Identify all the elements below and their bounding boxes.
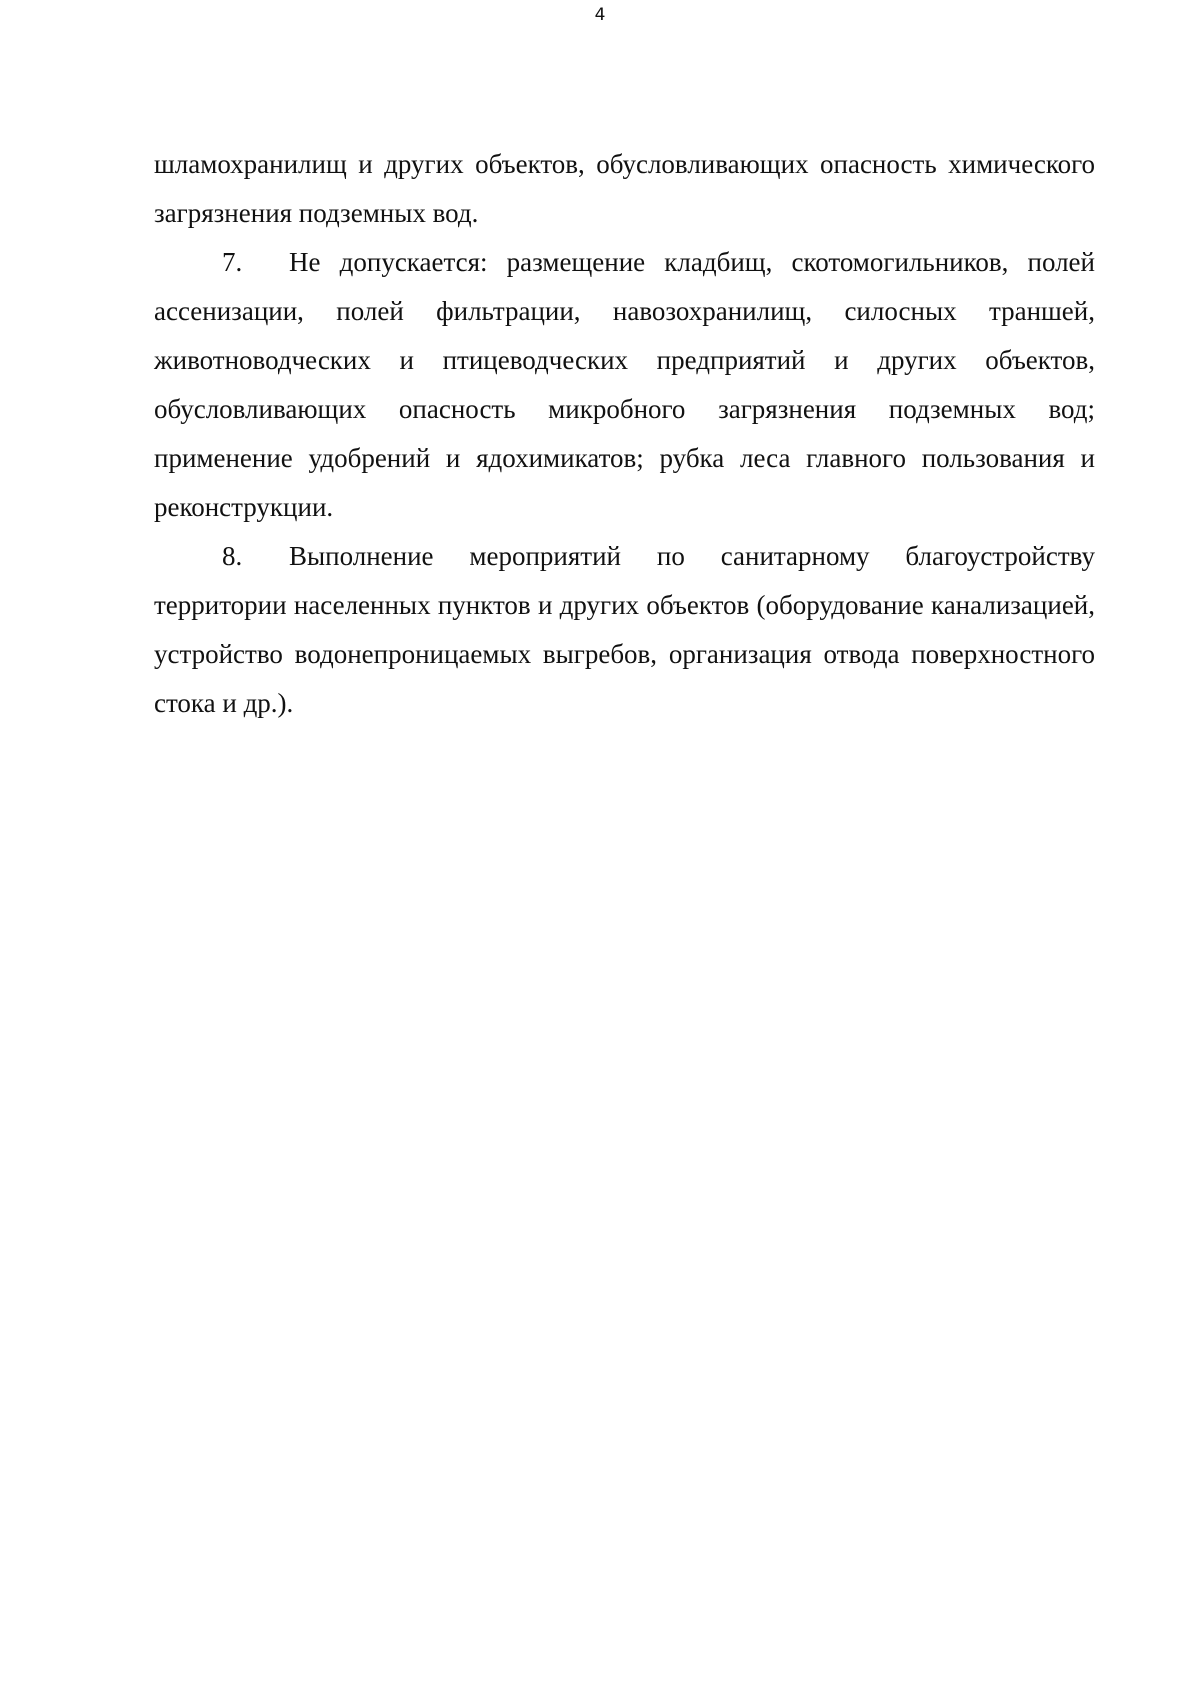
- paragraph-continuation: [154, 140, 1095, 238]
- item-number: 7.: [222, 247, 243, 277]
- paragraph-text: Не допускается: размещение кладбищ, скотомогильников, полей ассенизации, полей фильтрации, навозохранилищ, силосных траншей, животноводческих и птицеводческих предприятий и других объектов, обусловливающих опасность микробного загрязнения подземных вод; применение удобрений и ядохимикатов; рубка леса главного пользования и реконструкции.: [154, 247, 1095, 522]
- paragraph-text: Выполнение мероприятий по санитарному благоустройству территории населенных пунктов и других объектов (оборудование канализацией, устройство водонепроницаемых выгребов, организация отвода поверхностного стока и др.).: [154, 541, 1095, 718]
- page-number: 4: [594, 5, 606, 25]
- document-body: [154, 140, 1095, 728]
- list-item-8: [154, 532, 1095, 728]
- item-number: 8.: [222, 541, 243, 571]
- list-item-7: [154, 238, 1095, 532]
- paragraph-text: шламохранилищ и других объектов, обусловливающих опасность химического загрязнения подземных вод.: [154, 149, 1095, 228]
